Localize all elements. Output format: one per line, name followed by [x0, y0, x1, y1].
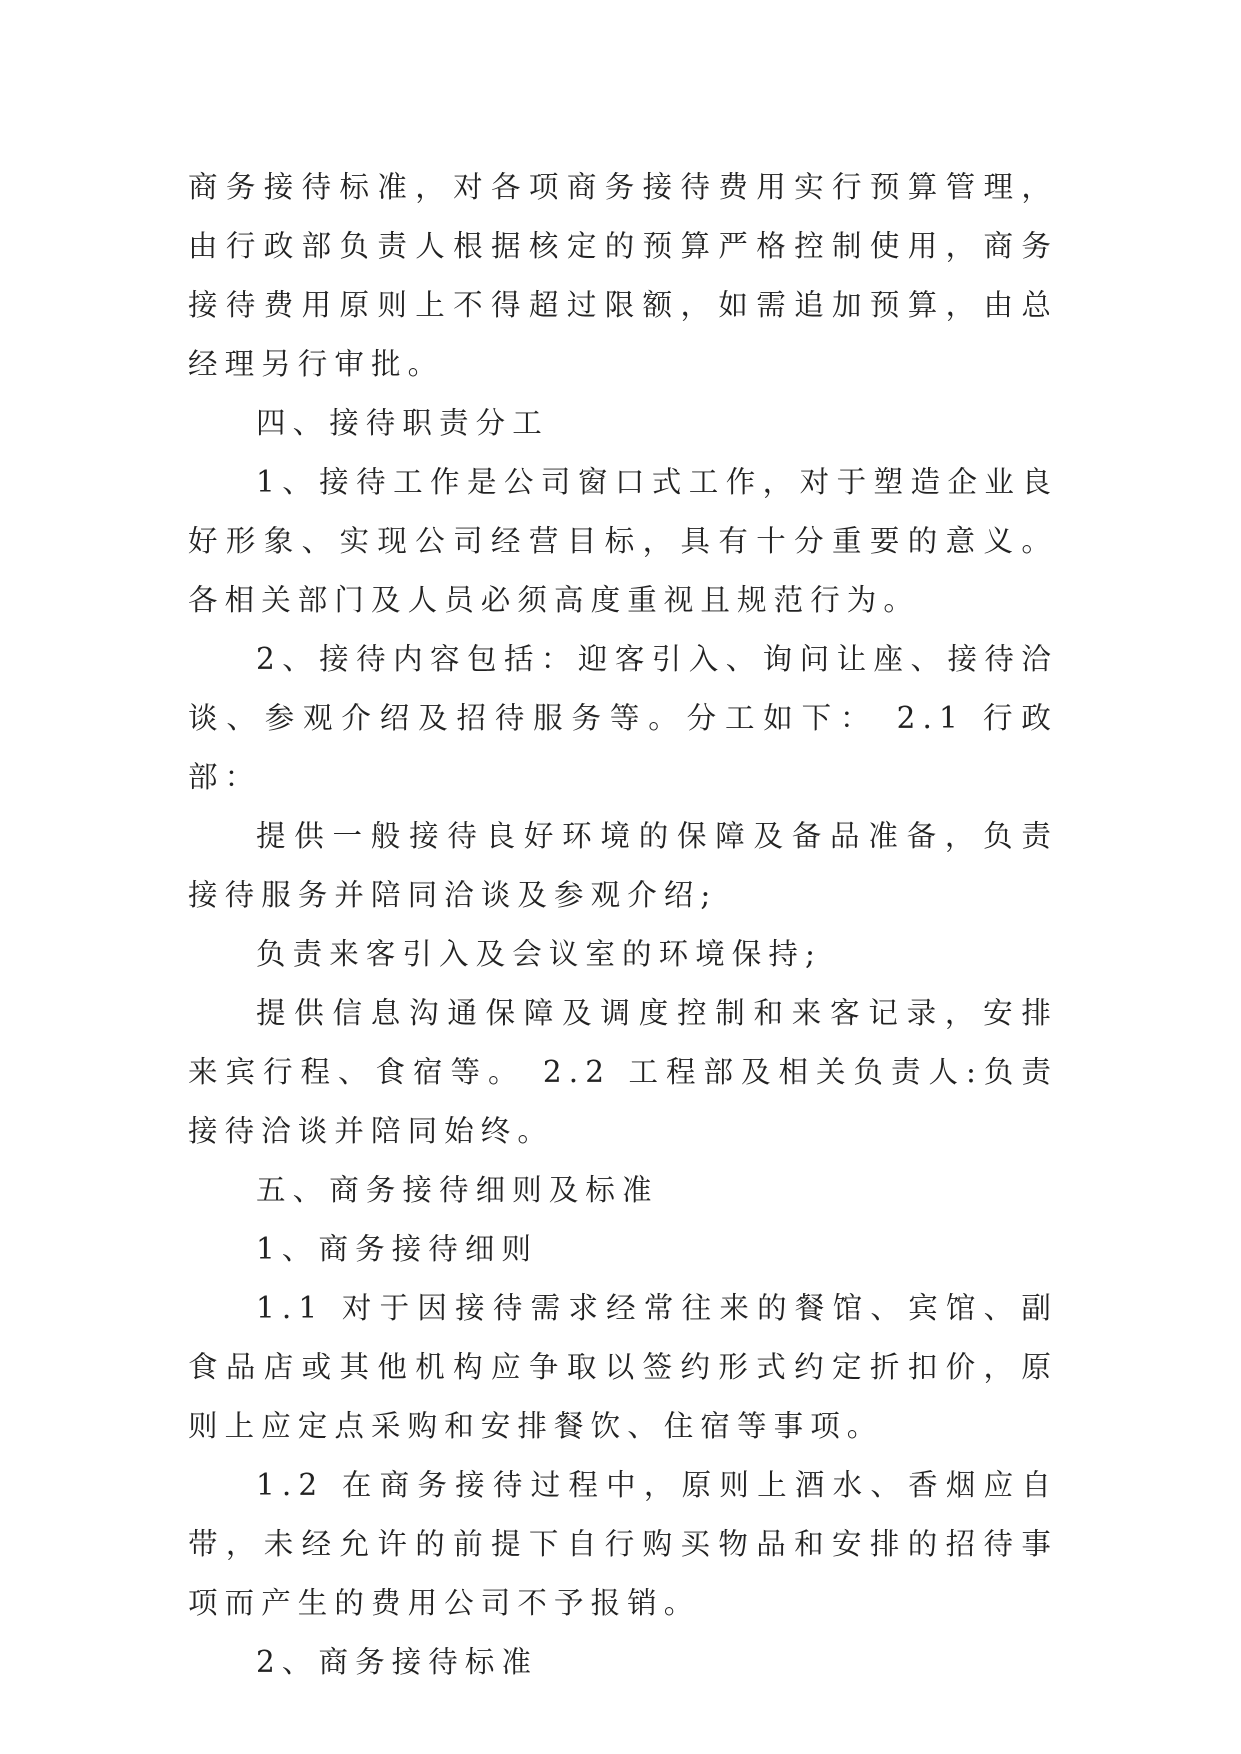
- paragraph-admin-duty-3: 提供信息沟通保障及调度控制和来客记录，安排来宾行程、食宿等。 2.2 工程部及相关负责人:负责接待洽谈并陪同始终。: [188, 996, 1058, 1148]
- paragraph-item-1: 1、接待工作是公司窗口式工作，对于塑造企业良好形象、实现公司经营目标，具有十分重要的意义。各相关部门及人员必须高度重视且规范行为。: [188, 465, 1058, 617]
- paragraph-admin-duty-1: 提供一般接待良好环境的保障及备品准备，负责接待服务并陪同洽谈及参观介绍;: [188, 819, 1058, 912]
- paragraph-rule-1-1: 1.1 对于因接待需求经常往来的餐馆、宾馆、副食品店或其他机构应争取以签约形式约定折扣价，原则上应定点采购和安排餐饮、住宿等事项。: [188, 1291, 1058, 1443]
- paragraph-rule-1-2: 1.2 在商务接待过程中，原则上酒水、香烟应自带，未经允许的前提下自行购买物品和安排的招待事项而产生的费用公司不予报销。: [188, 1468, 1058, 1620]
- document-body: [188, 158, 1058, 1692]
- paragraph-budget-continuation: 商务接待标准，对各项商务接待费用实行预算管理，由行政部负责人根据核定的预算严格控制使用，商务接待费用原则上不得超过限额，如需追加预算，由总经理另行审批。: [188, 170, 1058, 381]
- paragraph-item-2: 2、接待内容包括：迎客引入、询问让座、接待洽谈、参观介绍及招待服务等。分工如下： 2.1 行政部：: [188, 642, 1058, 794]
- subsection-heading-2: 2、商务接待标准: [256, 1645, 539, 1679]
- section-heading-5: 五、商务接待细则及标准: [256, 1173, 659, 1207]
- paragraph-admin-duty-2: 负责来客引入及会议室的环境保持;: [256, 937, 823, 971]
- subsection-heading-1: 1、商务接待细则: [256, 1232, 539, 1266]
- section-heading-4: 四、接待职责分工: [256, 406, 549, 440]
